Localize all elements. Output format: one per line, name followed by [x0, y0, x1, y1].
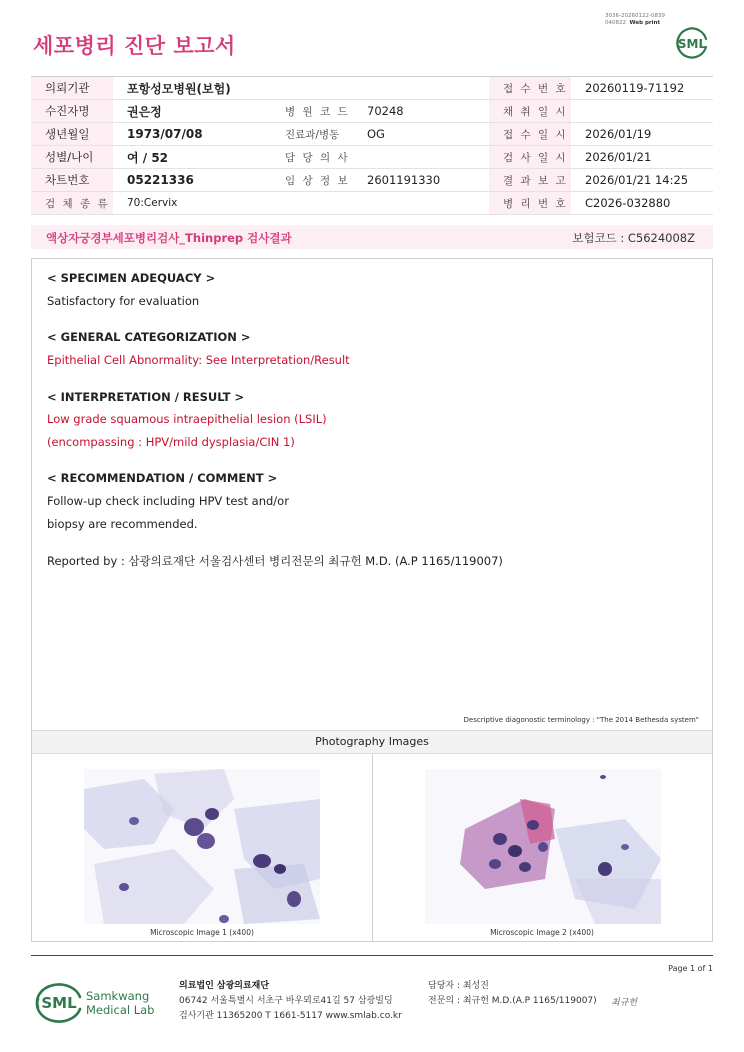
org-info	[179, 979, 402, 1024]
info-row	[31, 123, 713, 146]
photo-divider	[372, 754, 373, 942]
label-department: 진료과/병동	[285, 128, 340, 141]
value-specimen-type: 70:Cervix	[127, 197, 178, 209]
value-collection-date	[571, 100, 713, 123]
photo-heading: Photography Images	[32, 730, 712, 754]
info-row	[31, 169, 713, 192]
value-accession-no: 20260119-71192	[585, 81, 685, 95]
reported-by: Reported by : 삼광의료재단 서울검사센터 병리전문의 최규헌 M.D. (A.P 1165/119007)	[47, 554, 503, 568]
label-exam-date: 검 사 일 시	[489, 146, 571, 169]
value-chart-no: 05221336	[127, 173, 194, 187]
value-report-date: 2026/01/21 14:25	[585, 173, 689, 187]
label-accession-no: 접 수 번 호	[489, 77, 571, 100]
microscopic-image-1	[84, 769, 320, 924]
info-row	[31, 100, 713, 123]
label-hospital-code: 병 원 코 드	[285, 105, 350, 118]
signature: 최규헌	[611, 998, 638, 1008]
samkwang-logo-icon	[34, 977, 174, 1027]
exam-bar	[31, 225, 713, 249]
value-received-date: 2026/01/19	[585, 127, 652, 141]
interpretation-heading: < INTERPRETATION / RESULT >	[47, 390, 245, 404]
value-clinical-info: 2601191330	[367, 173, 441, 187]
label-pathology-no: 병 리 번 호	[489, 192, 571, 215]
page-title: 세포병리 진단 보고서	[33, 34, 236, 58]
label-report-date: 결 과 보 고	[489, 169, 571, 192]
info-row	[31, 192, 713, 215]
org-name: 의료법인 삼광의료재단	[179, 981, 270, 991]
interpretation-line-1: Low grade squamous intraepithelial lesion (LSIL)	[47, 412, 327, 426]
org-contact: 검사기관 11365200 T 1661-5117 www.smlab.co.kr	[179, 1011, 402, 1021]
value-exam-date: 2026/01/21	[585, 150, 652, 164]
terminology-note: Descriptive diagonostic terminology : "The 2014 Bethesda system"	[463, 716, 699, 724]
recommendation-heading: < RECOMMENDATION / COMMENT >	[47, 471, 278, 485]
category-heading: < GENERAL CATEGORIZATION >	[47, 330, 251, 344]
document-id	[605, 13, 665, 27]
org-address: 06742 서울특별시 서초구 바우뫼로41길 57 삼광빌딩	[179, 996, 393, 1006]
label-sex-age: 성별/나이	[31, 146, 113, 169]
info-row	[31, 77, 713, 100]
category-text: Epithelial Cell Abnormality: See Interpretation/Result	[47, 353, 350, 367]
web-print-label: Web print	[629, 20, 661, 26]
value-birth-date: 1973/07/08	[127, 127, 203, 141]
sml-logo-icon	[672, 27, 712, 59]
label-birth-date: 생년월일	[31, 123, 113, 146]
result-box	[31, 258, 713, 942]
logo-line-1: Samkwang	[86, 989, 150, 1003]
logo-line-2: Medical Lab	[86, 1003, 155, 1017]
label-specimen-type: 검 체 종 류	[31, 192, 113, 215]
label-requesting-org: 의뢰기관	[31, 77, 113, 100]
info-row	[31, 146, 713, 169]
page-number: Page 1 of 1	[668, 964, 713, 973]
specialist: 전문의 : 최규헌 M.D.(A.P 1165/119007)	[428, 996, 597, 1006]
doc-id-line-2: 040822	[605, 20, 626, 26]
recommendation-line-2: biopsy are recommended.	[47, 517, 198, 531]
value-pathology-no: C2026-032880	[585, 196, 671, 210]
info-table	[31, 76, 713, 215]
insurance-code: 보험코드 : C5624008Z	[572, 231, 695, 245]
value-patient-name: 권은정	[127, 104, 162, 119]
value-physician	[353, 146, 489, 169]
exam-name: 액상자궁경부세포병리검사_Thinprep 검사결과	[46, 231, 292, 245]
value-department: OG	[367, 127, 385, 141]
logo-short: SML	[41, 994, 77, 1012]
staff-info	[428, 979, 597, 1009]
footer-divider	[31, 955, 713, 956]
logo-text: SML	[677, 37, 707, 51]
recommendation-line-1: Follow-up check including HPV test and/or	[47, 494, 289, 508]
value-sex-age: 여 / 52	[127, 150, 169, 165]
manager: 담당자 : 최성진	[428, 981, 489, 991]
image-caption-1: Microscopic Image 1 (x400)	[150, 928, 254, 937]
doc-id-line-1: 3036-20260122-0839	[605, 13, 665, 19]
label-chart-no: 차트번호	[31, 169, 113, 192]
label-collection-date: 채 취 일 시	[489, 100, 571, 123]
image-caption-2: Microscopic Image 2 (x400)	[490, 928, 594, 937]
label-received-date: 접 수 일 시	[489, 123, 571, 146]
value-hospital-code: 70248	[367, 104, 404, 118]
value-requesting-org: 포항성모병원(보험)	[127, 81, 231, 96]
label-physician: 담 당 의 사	[285, 151, 350, 164]
adequacy-heading: < SPECIMEN ADEQUACY >	[47, 271, 216, 285]
adequacy-text: Satisfactory for evaluation	[47, 294, 200, 308]
interpretation-line-2: (encompassing : HPV/mild dysplasia/CIN 1)	[47, 435, 295, 449]
label-clinical-info: 임 상 정 보	[285, 174, 350, 187]
microscopic-image-2	[425, 769, 661, 924]
label-patient-name: 수진자명	[31, 100, 113, 123]
